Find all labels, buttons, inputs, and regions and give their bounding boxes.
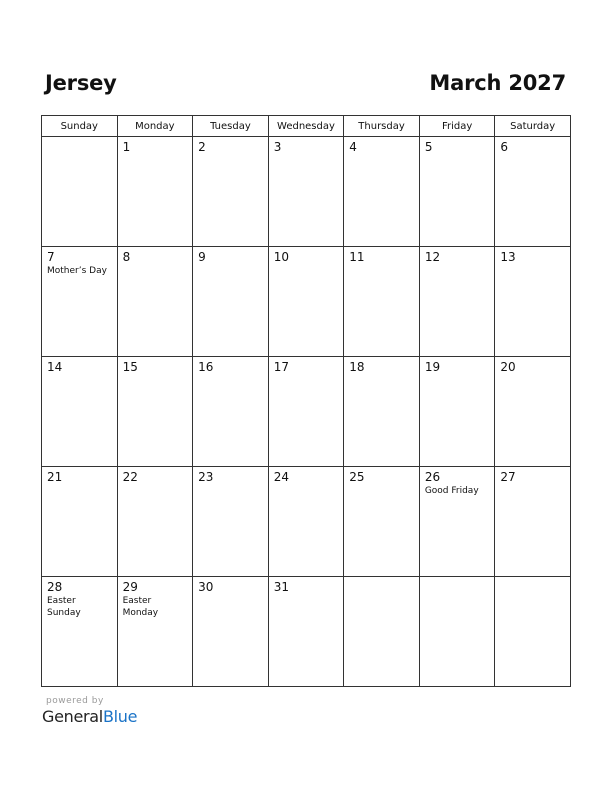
- brand-logo: [42, 707, 137, 726]
- day-cell: [344, 467, 420, 577]
- day-cell: [419, 467, 495, 577]
- day-cell: [117, 247, 193, 357]
- day-cell: [419, 577, 495, 687]
- day-cell: [42, 247, 118, 357]
- day-number: 23: [198, 470, 214, 484]
- day-cell: [344, 357, 420, 467]
- day-number: 1: [122, 140, 131, 154]
- day-number: 4: [349, 140, 357, 154]
- holiday-label: Easter Monday: [122, 596, 159, 618]
- weekday-header-sunday: Sunday: [42, 116, 118, 137]
- day-cell: [495, 247, 571, 357]
- day-cell: [268, 357, 344, 467]
- day-number: 8: [122, 250, 131, 264]
- day-cell: [419, 247, 495, 357]
- day-cell: [42, 137, 118, 247]
- day-cell: [495, 137, 571, 247]
- day-number: 12: [424, 250, 441, 264]
- day-number: 24: [273, 470, 289, 484]
- day-cell: [268, 247, 344, 357]
- day-cell: [268, 467, 344, 577]
- week-row: [42, 577, 571, 687]
- day-number: 19: [424, 360, 441, 374]
- day-number: 27: [500, 470, 516, 484]
- day-cell: [117, 137, 193, 247]
- day-cell: [268, 137, 344, 247]
- day-number: 25: [349, 470, 365, 484]
- day-cell: [268, 577, 344, 687]
- week-row: [42, 247, 571, 357]
- weekday-header-saturday: Saturday: [495, 116, 571, 137]
- brand-general: General: [42, 707, 103, 726]
- day-cell: [117, 467, 193, 577]
- day-cell: [42, 467, 118, 577]
- weekday-header-monday: Monday: [117, 116, 193, 137]
- region-title: Jersey: [45, 71, 117, 95]
- day-number: 2: [198, 140, 206, 154]
- day-number: 17: [273, 360, 289, 374]
- day-number: 7: [47, 250, 55, 264]
- week-row: [42, 357, 571, 467]
- day-number: 22: [122, 470, 138, 484]
- weekday-header-row: [42, 116, 571, 137]
- day-cell: [419, 357, 495, 467]
- day-cell: [193, 247, 269, 357]
- day-number: 11: [349, 250, 365, 264]
- day-number: 3: [273, 140, 282, 154]
- footer-branding: [42, 696, 137, 726]
- day-number: 10: [273, 250, 289, 264]
- day-number: 21: [47, 470, 63, 484]
- day-number: 6: [500, 140, 509, 154]
- day-number: 15: [122, 360, 138, 374]
- weekday-header-tuesday: Tuesday: [193, 116, 269, 137]
- day-cell: [193, 357, 269, 467]
- powered-by-text: powered by: [46, 696, 104, 706]
- day-number: 26: [424, 470, 441, 484]
- month-year-title: March 2027: [429, 71, 566, 95]
- day-number: 30: [198, 580, 214, 594]
- day-cell: [193, 467, 269, 577]
- day-cell: [495, 577, 571, 687]
- day-cell: [419, 137, 495, 247]
- day-cell: [42, 577, 118, 687]
- day-cell: [344, 137, 420, 247]
- day-cell: [344, 247, 420, 357]
- day-number: 16: [198, 360, 214, 374]
- day-number: 9: [198, 250, 206, 264]
- weekday-header-wednesday: Wednesday: [268, 116, 344, 137]
- day-number: 29: [122, 580, 138, 594]
- day-number: 14: [47, 360, 63, 374]
- day-cell: [117, 577, 193, 687]
- day-cell: [344, 577, 420, 687]
- calendar-grid: [41, 115, 571, 687]
- brand-blue: Blue: [102, 707, 138, 726]
- holiday-label: Easter Sunday: [47, 596, 81, 618]
- day-cell: [117, 357, 193, 467]
- day-cell: [495, 467, 571, 577]
- day-number: 18: [349, 360, 365, 374]
- day-number: 31: [273, 580, 289, 594]
- day-cell: [193, 577, 269, 687]
- weekday-header-friday: Friday: [419, 116, 495, 137]
- day-cell: [495, 357, 571, 467]
- day-cell: [42, 357, 118, 467]
- week-row: [42, 137, 571, 247]
- weekday-header-thursday: Thursday: [344, 116, 420, 137]
- day-number: 13: [500, 250, 516, 264]
- day-cell: [193, 137, 269, 247]
- day-number: 5: [424, 140, 433, 154]
- day-number: 28: [47, 580, 63, 594]
- week-row: [42, 467, 571, 577]
- holiday-label: Mother’s Day: [47, 266, 107, 276]
- day-number: 20: [500, 360, 516, 374]
- holiday-label: Good Friday: [424, 486, 479, 496]
